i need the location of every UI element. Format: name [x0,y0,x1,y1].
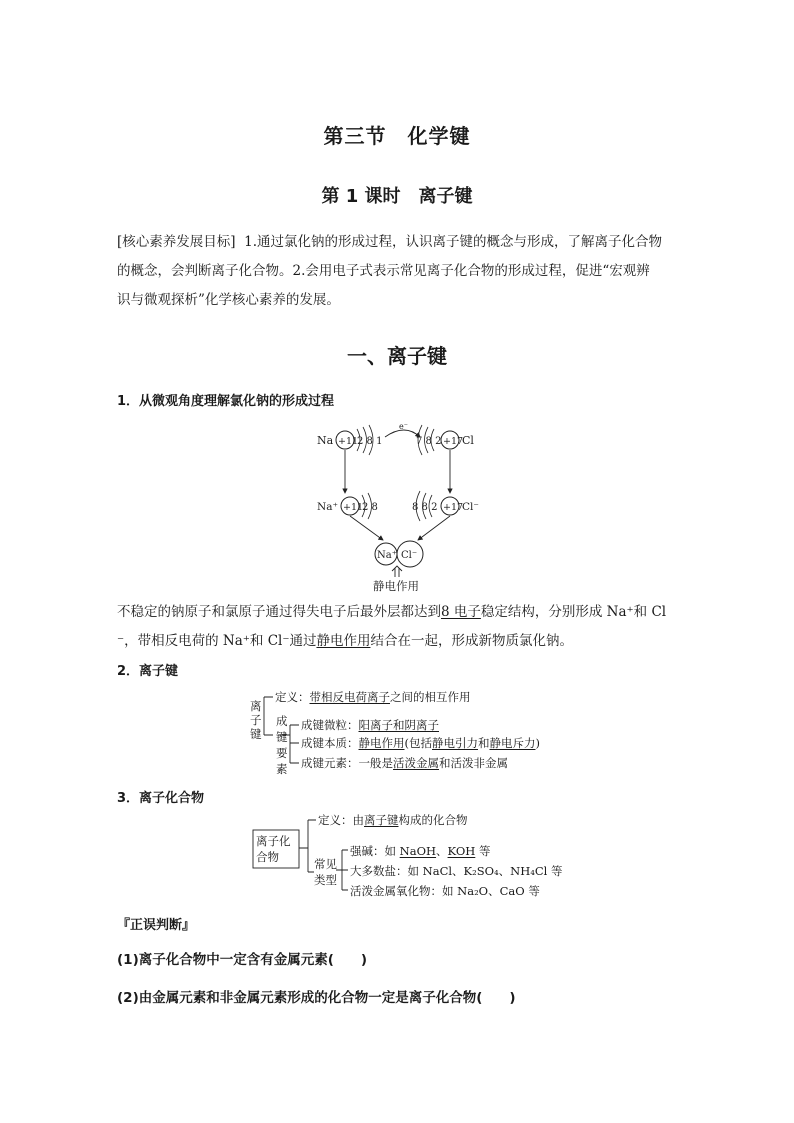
eight-electron-answer: 8 电子 [441,604,481,620]
bond-factors-label: 成 键 要 素 [276,714,288,776]
pair-na-label: Na⁺ [377,550,397,561]
ionic-bond-definition: 定义：带相反电荷离子之间的相互作用 [275,690,471,704]
item-3-heading: 3．离子化合物 [117,791,205,806]
nacl-explanation-line-1: 不稳定的钠原子和氯原子通过得失电子后最外层都达到8 电子稳定结构，分别形成 Na⁺和 Cl [117,604,667,620]
strong-base-row: 强碱：如 NaOH、KOH 等 [350,844,491,858]
na-nucleus: +11 [338,436,359,447]
ionic-bond-tree [248,683,568,775]
na-atom-label: Na [317,434,334,447]
bracket-inner-2 [336,850,348,890]
electrostatic-answer: 静电作用 [316,633,371,649]
cl-nucleus: +17 [443,436,464,447]
core-goals-line-2: 的概念，会判断离子化合物。2.会用电子式表示常见离子化合物的形成过程，促进“宏观辨 [117,263,650,279]
force-arrow [392,566,402,577]
judge-item-1: (1)离子化合物中一定含有金属元素( ) [117,952,368,968]
cl-converge-arrow [418,516,450,540]
part-title: 一、离子键 [347,344,447,368]
judge-item-2: (2)由金属元素和非金属元素形成的化合物一定是离子化合物( ) [117,990,516,1006]
na-ion-shells: 2 8 [362,502,378,513]
nacl-explanation [117,598,683,656]
electron-label: e⁻ [399,422,408,431]
bracket-outer [264,697,273,735]
section-title: 第三节 化学键 [323,124,471,148]
metal-oxides-row: 活泼金属氧化物：如 Na₂O、CaO 等 [350,884,540,898]
lesson-title: 第 1 课时 离子键 [321,186,473,207]
judge-tag: 『正误判断』 [117,918,196,933]
ionic-compound-definition: 定义：由离子键构成的化合物 [318,813,468,827]
core-goals-line-3: 识与微观探析”化学核心素养的发展。 [117,292,340,308]
na-ion-nucleus: +11 [343,502,364,513]
cl-shells: 7 8 2 [416,436,442,447]
core-goals-line-1: [核心素养发展目标] 1.通过氯化钠的形成过程，认识离子键的概念与形成，了解离子化合物 [117,234,663,250]
na-converge-arrow [350,516,383,540]
core-goals [117,228,679,315]
core-goals-tag: [核心素养发展目标] [117,234,236,250]
nacl-explanation-line-2: ⁻，带相反电荷的 Na⁺和 Cl⁻通过静电作用结合在一起，形成新物质氯化钠。 [117,633,573,649]
bond-particles: 成键微粒：阳离子和阴离子 [301,718,439,732]
item-2-heading: 2．离子键 [117,664,179,679]
force-label: 静电作用 [373,579,419,593]
cl-atom-label: Cl [462,434,474,447]
na-ion-label: Na⁺ [317,501,338,513]
salts-row: 大多数盐：如 NaCl、K₂SO₄、NH₄Cl 等 [350,864,563,878]
bond-nature: 成键本质：静电作用(包括静电引力和静电斥力) [301,736,540,750]
item-1-heading: 1．从微观角度理解氯化钠的形成过程 [117,394,335,409]
pair-cl-label: Cl⁻ [401,550,418,561]
ionic-compound-root: 离子化 合物 [256,834,291,864]
na-shells: 2 8 1 [357,436,383,447]
ionic-compound-tree [252,810,572,902]
cl-ion-nucleus: +17 [443,502,464,513]
cl-ion-label: Cl⁻ [462,501,479,513]
nacl-formation-diagram [300,420,500,595]
bond-elements: 成键元素：一般是活泼金属和活泼非金属 [301,756,508,770]
cl-ion-shells: 8 8 2 [412,502,438,513]
ionic-bond-root: 离 子 键 [250,699,262,741]
common-types-label: 常见 类型 [314,857,337,887]
electron-transfer-arrow [385,430,420,437]
